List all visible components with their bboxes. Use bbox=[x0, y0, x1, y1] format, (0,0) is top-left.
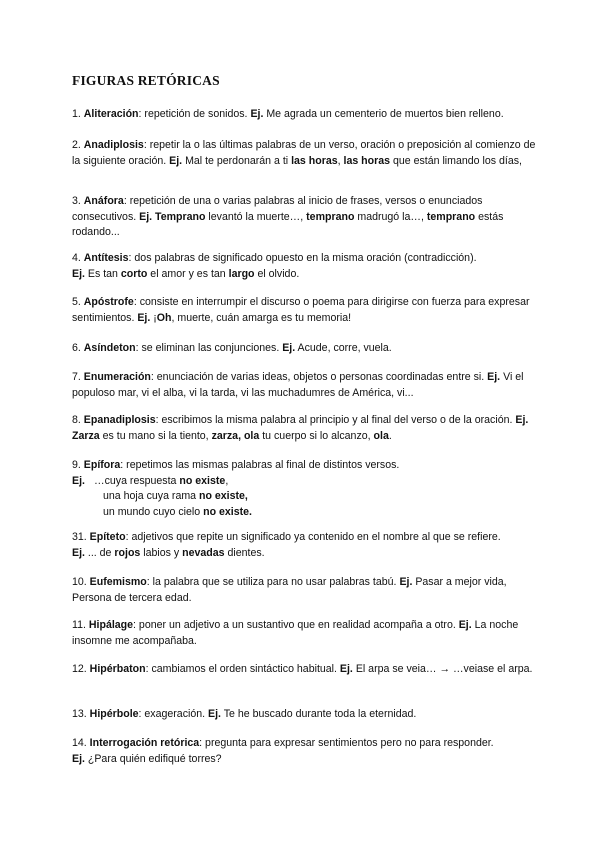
entry-term: Hipálage bbox=[88, 619, 134, 631]
entry-term: Hipérbole bbox=[89, 708, 139, 720]
entry-number: 6. bbox=[72, 342, 84, 354]
entry-example: Vi el populoso mar, vi el alba, vi la tarda, vi las muchadumres de América, vi... bbox=[72, 371, 524, 399]
entry-term: Anadiplosis bbox=[83, 139, 144, 151]
example-label: Ej. bbox=[458, 619, 472, 631]
entry-asindeton bbox=[72, 341, 542, 357]
example-emphasis: zarza, ola bbox=[211, 429, 260, 442]
entry-term: Apóstrofe bbox=[83, 296, 134, 308]
entry-example: madrugó la…, bbox=[354, 210, 427, 223]
example-emphasis: Temprano bbox=[152, 210, 206, 223]
entry-definition: : pregunta para expresar sentimientos pero no para responder. bbox=[199, 737, 494, 749]
entry-number: 12. bbox=[72, 663, 90, 675]
example-emphasis: no existe. bbox=[203, 505, 252, 518]
entry-enumeracion bbox=[72, 370, 542, 401]
verse-line bbox=[72, 474, 542, 490]
example-label: Ej. bbox=[72, 267, 85, 280]
entry-interrogacion-retorica bbox=[72, 736, 542, 767]
entry-example: Te he buscado durante toda la eternidad. bbox=[220, 708, 417, 720]
entry-number: 14. bbox=[72, 737, 90, 749]
example-emphasis: no existe, bbox=[199, 490, 248, 503]
example-emphasis: no existe bbox=[179, 474, 226, 487]
example-label: Ej. bbox=[339, 663, 353, 675]
example-label: Ej. bbox=[72, 546, 85, 559]
entry-definition: : adjetivos que repite un significado ya contenido en el nombre al que se refiere. bbox=[125, 531, 501, 543]
entry-number: 9. bbox=[72, 459, 84, 471]
entry-term: Eufemismo bbox=[89, 576, 147, 588]
example-emphasis: corto bbox=[120, 267, 148, 280]
entry-term: Hipérbaton bbox=[89, 663, 146, 675]
entry-number: 1. bbox=[72, 108, 84, 120]
entry-example: es tu mano si la tiento, bbox=[99, 429, 212, 442]
example-label: Ej. bbox=[137, 311, 151, 324]
entry-hiperbole bbox=[72, 707, 542, 723]
example-emphasis: las horas bbox=[343, 154, 391, 167]
entry-term: Anáfora bbox=[83, 195, 124, 207]
entry-definition: : la palabra que se utiliza para no usar palabras tabú. bbox=[146, 576, 400, 588]
entry-number: 31. bbox=[72, 531, 90, 543]
entry-term: Epífora bbox=[83, 459, 121, 471]
entry-term: Aliteración bbox=[83, 108, 139, 120]
entry-example: Pasar a mejor vida, Persona de tercera edad. bbox=[72, 576, 507, 604]
entry-definition: : se eliminan las conjunciones. bbox=[135, 342, 283, 354]
entry-term: Epanadiplosis bbox=[83, 414, 156, 426]
entry-aliteracion bbox=[72, 107, 542, 123]
entry-term: Antítesis bbox=[83, 252, 129, 264]
example-label: Ej. bbox=[282, 342, 296, 354]
entry-apostrofe bbox=[72, 295, 542, 326]
verse-text: un mundo cuyo cielo bbox=[103, 505, 204, 518]
entry-hipalage bbox=[72, 618, 542, 649]
entry-hiperbaton bbox=[72, 662, 542, 678]
entry-term: Epíteto bbox=[89, 531, 126, 543]
example-label: Ej. bbox=[169, 154, 183, 167]
example-emphasis: Zarza bbox=[72, 429, 100, 442]
entry-example: ¿Para quién edifiqué torres? bbox=[84, 752, 222, 765]
verse-text: …cuya respuesta bbox=[94, 474, 180, 487]
entry-term: Enumeración bbox=[83, 371, 151, 383]
entry-definition: : repetición de sonidos. bbox=[138, 108, 251, 120]
entry-definition: : poner un adjetivo a un sustantivo que en realidad acompaña a otro. bbox=[133, 619, 459, 631]
entry-definition: : consiste en interrumpir el discurso o poema para dirigirse con fuerza para expresar sentimientos. bbox=[72, 296, 530, 324]
entry-example: Acude, corre, vuela. bbox=[295, 342, 392, 354]
example-label: Ej. bbox=[208, 708, 221, 720]
entry-anafora bbox=[72, 194, 542, 241]
entry-antitesis bbox=[72, 251, 542, 282]
entry-number: 13. bbox=[72, 708, 90, 720]
entry-definition: : cambiamos el orden sintáctico habitual. bbox=[145, 663, 340, 675]
entry-term: Interrogación retórica bbox=[89, 737, 200, 749]
entry-example: labios y bbox=[140, 546, 183, 559]
example-label: Ej. bbox=[399, 576, 413, 588]
entry-epanadiplosis bbox=[72, 413, 542, 444]
entry-definition: : repetir la o las últimas palabras de un verso, oración o preposición al comienzo de la siguiente oración. bbox=[72, 139, 536, 167]
entry-number: 7. bbox=[72, 371, 84, 383]
entry-example: ... de bbox=[84, 546, 115, 559]
entry-example: estás rodando... bbox=[72, 210, 504, 239]
entry-example: , muerte, cuán amarga es tu memoria! bbox=[171, 311, 352, 324]
example-label: Ej. bbox=[72, 752, 85, 765]
entry-example: el olvido. bbox=[254, 267, 300, 280]
verse-line bbox=[72, 505, 542, 521]
entry-anadiplosis bbox=[72, 138, 542, 169]
entry-number: 3. bbox=[72, 195, 84, 207]
entry-example: , bbox=[337, 154, 344, 167]
entry-example: levantó la muerte…, bbox=[205, 210, 307, 223]
example-label: Ej. bbox=[139, 210, 153, 223]
entry-example: Me agrada un cementerio de muertos bien relleno. bbox=[263, 108, 504, 120]
entry-example: Es tan bbox=[84, 267, 121, 280]
example-label: Ej. bbox=[487, 371, 501, 383]
entry-number: 4. bbox=[72, 252, 84, 264]
verse-text: , bbox=[225, 474, 229, 487]
entry-example: ¡ bbox=[150, 311, 157, 324]
entry-epifora bbox=[72, 458, 542, 520]
example-emphasis: ola bbox=[373, 429, 389, 442]
entry-number: 11. bbox=[72, 619, 89, 631]
entry-definition: : escribimos la misma palabra al principio y al final del verso o de la oración. bbox=[155, 414, 516, 426]
entry-term: Asíndeton bbox=[83, 342, 136, 354]
entry-definition: : exageración. bbox=[138, 708, 209, 720]
entry-definition: : repetición de una o varias palabras al inicio de frases, versos o enunciados consecutivos. bbox=[72, 195, 483, 223]
entry-number: 2. bbox=[72, 139, 84, 151]
entry-definition: : repetimos las mismas palabras al final de distintos versos. bbox=[120, 459, 400, 471]
entry-example: tu cuerpo si lo alcanzo, bbox=[259, 429, 374, 442]
entry-epiteto bbox=[72, 530, 542, 561]
example-emphasis: Oh bbox=[156, 311, 172, 324]
entry-eufemismo bbox=[72, 575, 542, 606]
example-emphasis: temprano bbox=[426, 210, 476, 223]
entry-example: que están limando los días, bbox=[390, 154, 522, 167]
example-emphasis: nevadas bbox=[182, 546, 225, 559]
entry-definition: : enunciación de varias ideas, objetos o personas coordinadas entre si. bbox=[150, 371, 488, 383]
entry-number: 8. bbox=[72, 414, 84, 426]
verse-line bbox=[72, 489, 542, 505]
entry-number: 5. bbox=[72, 296, 84, 308]
page-title: FIGURAS RETÓRICAS bbox=[72, 73, 220, 88]
example-emphasis: rojos bbox=[114, 546, 141, 559]
entry-example: El arpa se veia… → …veiase el arpa. bbox=[352, 663, 533, 675]
entry-example: La noche insomne me acompañaba. bbox=[72, 619, 519, 647]
example-emphasis: las horas bbox=[291, 154, 338, 167]
entry-example: . bbox=[388, 429, 392, 442]
entry-number: 10. bbox=[72, 576, 90, 588]
example-label: Ej. bbox=[250, 108, 264, 120]
example-emphasis: temprano bbox=[306, 210, 355, 223]
entry-example: Mal te perdonarán a ti bbox=[182, 154, 292, 167]
entry-definition: : dos palabras de significado opuesto en la misma oración (contradicción). bbox=[128, 252, 477, 264]
entry-example: dientes. bbox=[224, 546, 265, 559]
example-label: Ej. bbox=[72, 474, 85, 487]
example-emphasis: largo bbox=[228, 267, 255, 280]
entry-example: el amor y es tan bbox=[147, 267, 229, 280]
verse-text: una hoja cuya rama bbox=[103, 490, 199, 503]
example-label: Ej. bbox=[515, 414, 529, 426]
